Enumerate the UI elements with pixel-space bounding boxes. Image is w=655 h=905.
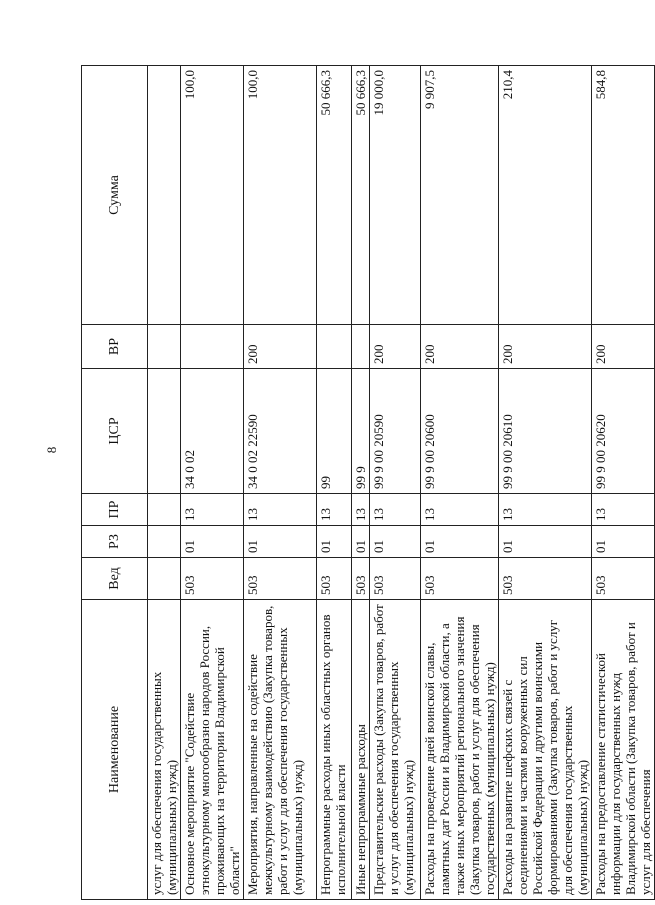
cell-pr: 13 xyxy=(499,494,592,526)
cell-csr: 99 xyxy=(317,369,352,494)
header-vr: ВР xyxy=(82,325,148,369)
cell-rz: 01 xyxy=(181,526,244,558)
cell-ved xyxy=(148,558,181,600)
cell-ved: 503 xyxy=(421,558,499,600)
cell-sum: 9 907,5 xyxy=(421,66,499,325)
header-csr: ЦСР xyxy=(82,369,148,494)
cell-ved: 503 xyxy=(370,558,421,600)
cell-ved: 503 xyxy=(244,558,317,600)
cell-pr: 13 xyxy=(370,494,421,526)
cell-ved: 503 xyxy=(352,558,370,600)
cell-rz: 01 xyxy=(421,526,499,558)
table-row xyxy=(244,66,317,900)
page-number: 8 xyxy=(44,446,59,454)
cell-sum: 210,4 xyxy=(499,66,592,325)
table-row xyxy=(148,66,181,900)
cell-csr: 99 9 00 20620 xyxy=(592,369,655,494)
cell-name: Иные непрограммные расходы xyxy=(352,600,370,900)
cell-name: Расходы на предоставление статистической информации для государственных нужд Владимирской области (Закупка товаров, работ и услуг для обеспечения xyxy=(592,600,655,900)
cell-pr xyxy=(148,494,181,526)
cell-rz: 01 xyxy=(592,526,655,558)
header-sum: Сумма xyxy=(82,66,148,325)
cell-csr xyxy=(148,369,181,494)
cell-pr: 13 xyxy=(421,494,499,526)
table-row xyxy=(499,66,592,900)
cell-vr: 200 xyxy=(244,325,317,369)
cell-vr xyxy=(181,325,244,369)
cell-sum: 19 000,0 xyxy=(370,66,421,325)
rotated-page-content xyxy=(81,66,653,900)
table-header-row xyxy=(82,66,148,900)
cell-csr: 99 9 xyxy=(352,369,370,494)
cell-ved: 503 xyxy=(317,558,352,600)
table-row xyxy=(317,66,352,900)
cell-name: Мероприятия, направленные на содействие межкультурному взаимодействию (Закупка товаров, работ и услуг для обеспечения государственных (муниципальных) нужд) xyxy=(244,600,317,900)
cell-vr: 200 xyxy=(421,325,499,369)
cell-sum: 100,0 xyxy=(181,66,244,325)
cell-rz: 01 xyxy=(499,526,592,558)
cell-name: Расходы на проведение дней воинской славы, памятных дат России и Владимирской области, а также иных мероприятий регионального значения (Закупка товаров, работ и услуг для обеспечения государственных (муниципальных) нужд) xyxy=(421,600,499,900)
cell-ved: 503 xyxy=(592,558,655,600)
cell-pr: 13 xyxy=(317,494,352,526)
cell-name: Основное мероприятие "Содействие этнокультурному многообразно народов России, проживающих на территории Владимирской области" xyxy=(181,600,244,900)
cell-ved: 503 xyxy=(181,558,244,600)
cell-sum: 50 666,3 xyxy=(352,66,370,325)
cell-vr: 200 xyxy=(499,325,592,369)
cell-rz xyxy=(148,526,181,558)
cell-sum: 50 666,3 xyxy=(317,66,352,325)
cell-vr xyxy=(148,325,181,369)
cell-vr: 200 xyxy=(370,325,421,369)
header-rz: РЗ xyxy=(82,526,148,558)
table-row xyxy=(370,66,421,900)
cell-vr: 200 xyxy=(592,325,655,369)
cell-csr: 34 0 02 22590 xyxy=(244,369,317,494)
table-row xyxy=(421,66,499,900)
cell-pr: 13 xyxy=(244,494,317,526)
table-row xyxy=(592,66,655,900)
header-name: Наименование xyxy=(82,600,148,900)
cell-sum: 100,0 xyxy=(244,66,317,325)
cell-sum: 584,8 xyxy=(592,66,655,325)
cell-pr: 13 xyxy=(181,494,244,526)
budget-table xyxy=(81,65,655,900)
cell-ved: 503 xyxy=(499,558,592,600)
cell-name: Расходы на развитие шефских связей с соединениями и частями вооруженных сил Российской Федерации и другими воинскими формированиями (Закупка товаров, работ и услуг для обеспечения государственных (муниципальных) нужд) xyxy=(499,600,592,900)
cell-vr xyxy=(317,325,352,369)
cell-csr: 34 0 02 xyxy=(181,369,244,494)
cell-rz: 01 xyxy=(317,526,352,558)
cell-sum xyxy=(148,66,181,325)
table-row xyxy=(181,66,244,900)
cell-name: Непрограммные расходы иных областных органов исполнительной власти xyxy=(317,600,352,900)
header-pr: ПР xyxy=(82,494,148,526)
table-row xyxy=(352,66,370,900)
cell-rz: 01 xyxy=(244,526,317,558)
cell-vr xyxy=(352,325,370,369)
cell-name: Представительские расходы (Закупка товаров, работ и услуг для обеспечения государственных (муниципальных) нужд) xyxy=(370,600,421,900)
cell-csr: 99 9 00 20610 xyxy=(499,369,592,494)
cell-name: услуг для обеспечения государственных (муниципальных) нужд) xyxy=(148,600,181,900)
header-ved: Вед xyxy=(82,558,148,600)
cell-pr: 13 xyxy=(352,494,370,526)
cell-rz: 01 xyxy=(370,526,421,558)
cell-csr: 99 9 00 20590 xyxy=(370,369,421,494)
cell-rz: 01 xyxy=(352,526,370,558)
cell-pr: 13 xyxy=(592,494,655,526)
cell-csr: 99 9 00 20600 xyxy=(421,369,499,494)
